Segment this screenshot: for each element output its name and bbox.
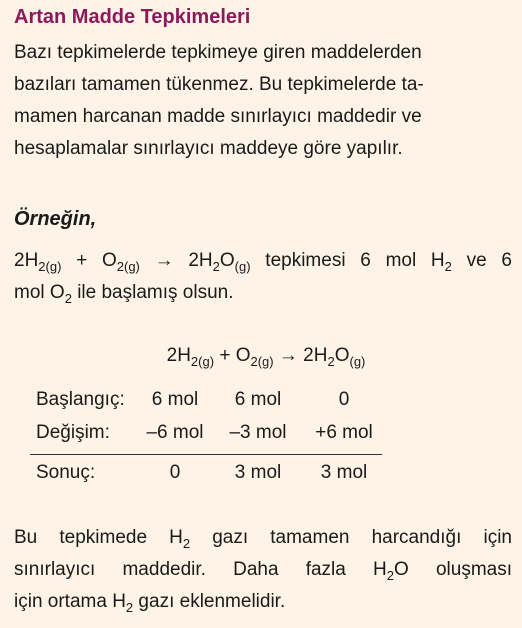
cell-h2: 0 xyxy=(169,462,181,483)
intro-line: hesaplamalar sınırlayıcı maddeye göre yapılır. xyxy=(14,138,403,159)
conclusion-paragraph xyxy=(14,522,512,618)
conclusion-line: için ortama $H_2$ gazı eklenmelidir. xyxy=(14,591,286,615)
table-row xyxy=(36,389,516,415)
table-row xyxy=(36,462,516,488)
intro-paragraph xyxy=(14,37,512,165)
table-divider xyxy=(30,454,382,455)
reaction-text: $2H_{2(g)} + O_{2(g)} \to 2H_2O_{(g)}$ xyxy=(14,250,251,274)
conclusion-line: Bu tepkimede $H_2$ gazı tamamen harcandığı için xyxy=(14,527,512,551)
centered-reaction: $2H_{2(g)} + O_{2(g)} \to 2H_2O_{(g)}$ xyxy=(166,345,366,369)
example-line-1: $2H_{2(g)} + O_{2(g)} \to 2H_2O_{(g)}$ tepkimesi 6 mol $H_2$ ve 6 xyxy=(14,250,512,274)
row-label: Başlangıç: xyxy=(36,389,125,410)
intro-line: mamen harcanan madde sınırlayıcı maddedir ve xyxy=(14,106,422,127)
intro-line: Bazı tepkimelerde tepkimeye giren maddelerden xyxy=(14,42,422,63)
example-line-2: mol $O_2$ ile başlamış olsun. xyxy=(14,282,234,306)
cell-o2: –3 mol xyxy=(229,422,287,443)
intro-line: bazıları tamamen tükenmez. Bu tepkimelerde ta- xyxy=(14,74,424,95)
table-row xyxy=(36,422,516,448)
cell-h2o: 3 mol xyxy=(320,462,368,483)
conclusion-line: sınırlayıcı maddedir. Daha fazla $H_2O$ oluşması xyxy=(14,559,512,583)
example-paragraph xyxy=(14,245,512,309)
cell-h2: –6 mol xyxy=(146,422,204,443)
example-heading: Örneğin, xyxy=(14,208,97,230)
cell-h2o: 0 xyxy=(338,389,350,410)
row-label: Sonuç: xyxy=(36,462,96,483)
cell-h2o: +6 mol xyxy=(315,422,373,443)
cell-o2: 6 mol xyxy=(234,389,282,410)
cell-h2: 6 mol xyxy=(151,389,199,410)
row-label: Değişim: xyxy=(36,422,110,443)
section-title: Artan Madde Tepkimeleri xyxy=(14,6,251,28)
cell-o2: 3 mol xyxy=(234,462,282,483)
